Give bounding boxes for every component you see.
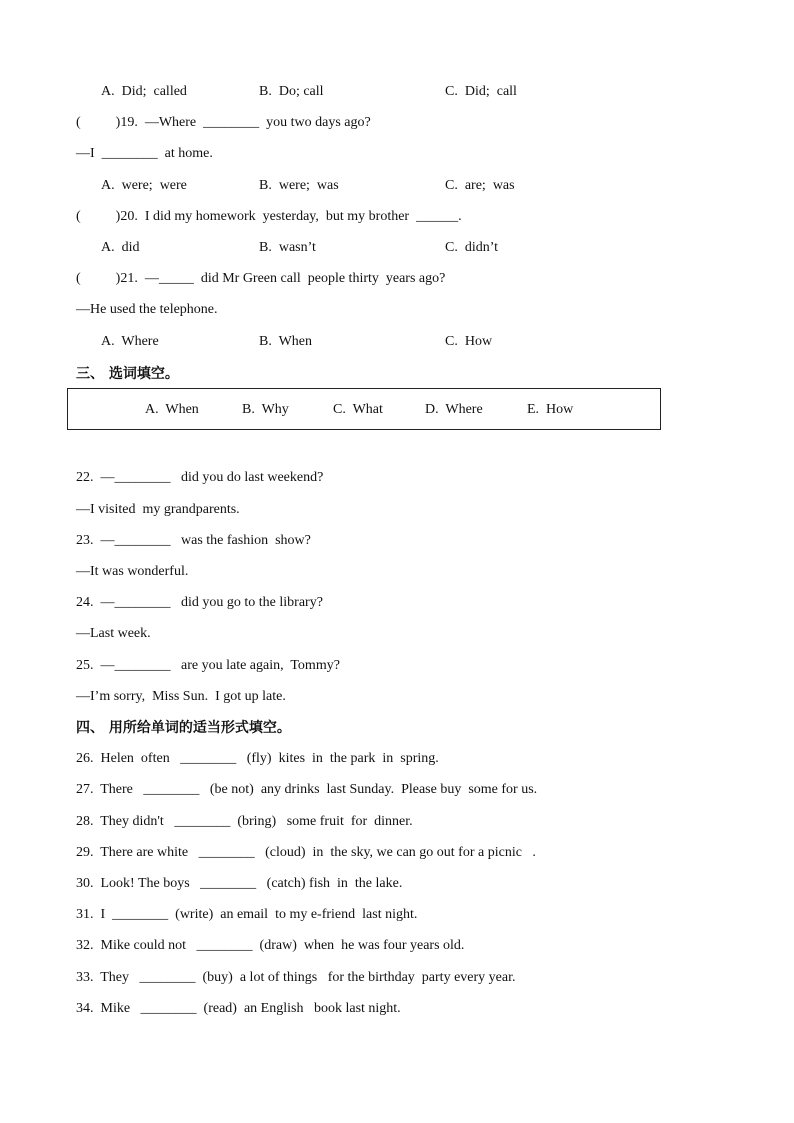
q32: 32. Mike could not ________ (draw) when he was four years old. bbox=[76, 938, 465, 953]
q19-option-a: A. were; were bbox=[101, 178, 187, 193]
q25-answer: —I’m sorry, Miss Sun. I got up late. bbox=[76, 689, 286, 704]
q19-stem: ( )19. —Where ________ you two days ago? bbox=[76, 115, 371, 130]
q21-option-b: B. When bbox=[259, 334, 313, 349]
choice-a: A. When bbox=[145, 402, 199, 417]
q20-stem: ( )20. I did my homework yesterday, but my brother ______. bbox=[76, 209, 462, 224]
q19-answer: —I ________ at home. bbox=[76, 146, 213, 161]
q21-option-a: A. Where bbox=[101, 334, 159, 349]
q26: 26. Helen often ________ (fly) kites in the park in spring. bbox=[76, 751, 439, 766]
q24-question: 24. —________ did you go to the library? bbox=[76, 595, 323, 610]
q25-question: 25. —________ are you late again, Tommy? bbox=[76, 658, 340, 673]
q19-option-b: B. were; was bbox=[259, 178, 339, 193]
q18-option-c: C. Did; call bbox=[445, 84, 517, 99]
q29: 29. There are white ________ (cloud) in the sky, we can go out for a picnic . bbox=[76, 845, 536, 860]
section3-heading: 三、 选词填空。 bbox=[76, 366, 179, 382]
q22-answer: —I visited my grandparents. bbox=[76, 502, 240, 517]
choice-b: B. Why bbox=[242, 402, 289, 417]
q34: 34. Mike ________ (read) an English book last night. bbox=[76, 1001, 401, 1016]
q18-option-b: B. Do; call bbox=[259, 84, 324, 99]
q20-option-b: B. wasn’t bbox=[259, 240, 316, 255]
q21-answer: —He used the telephone. bbox=[76, 302, 218, 317]
q21-stem: ( )21. —_____ did Mr Green call people thirty years ago? bbox=[76, 271, 446, 286]
q20-option-c: C. didn’t bbox=[445, 240, 499, 255]
choice-e: E. How bbox=[527, 402, 574, 417]
q20-option-a: A. did bbox=[101, 240, 140, 255]
q23-answer: —It was wonderful. bbox=[76, 564, 189, 579]
q18-option-a: A. Did; called bbox=[101, 84, 187, 99]
choice-d: D. Where bbox=[425, 402, 483, 417]
q22-question: 22. —________ did you do last weekend? bbox=[76, 470, 324, 485]
q27: 27. There ________ (be not) any drinks last Sunday. Please buy some for us. bbox=[76, 782, 538, 797]
q33: 33. They ________ (buy) a lot of things for the birthday party every year. bbox=[76, 970, 516, 985]
section4-heading: 四、 用所给单词的适当形式填空。 bbox=[76, 720, 291, 736]
q21-option-c: C. How bbox=[445, 334, 493, 349]
q23-question: 23. —________ was the fashion show? bbox=[76, 533, 311, 548]
q24-answer: —Last week. bbox=[76, 626, 151, 641]
choice-c: C. What bbox=[333, 402, 383, 417]
q31: 31. I ________ (write) an email to my e-friend last night. bbox=[76, 907, 418, 922]
q30: 30. Look! The boys ________ (catch) fish in the lake. bbox=[76, 876, 403, 891]
q19-option-c: C. are; was bbox=[445, 178, 515, 193]
q28: 28. They didn't ________ (bring) some fruit for dinner. bbox=[76, 814, 413, 829]
